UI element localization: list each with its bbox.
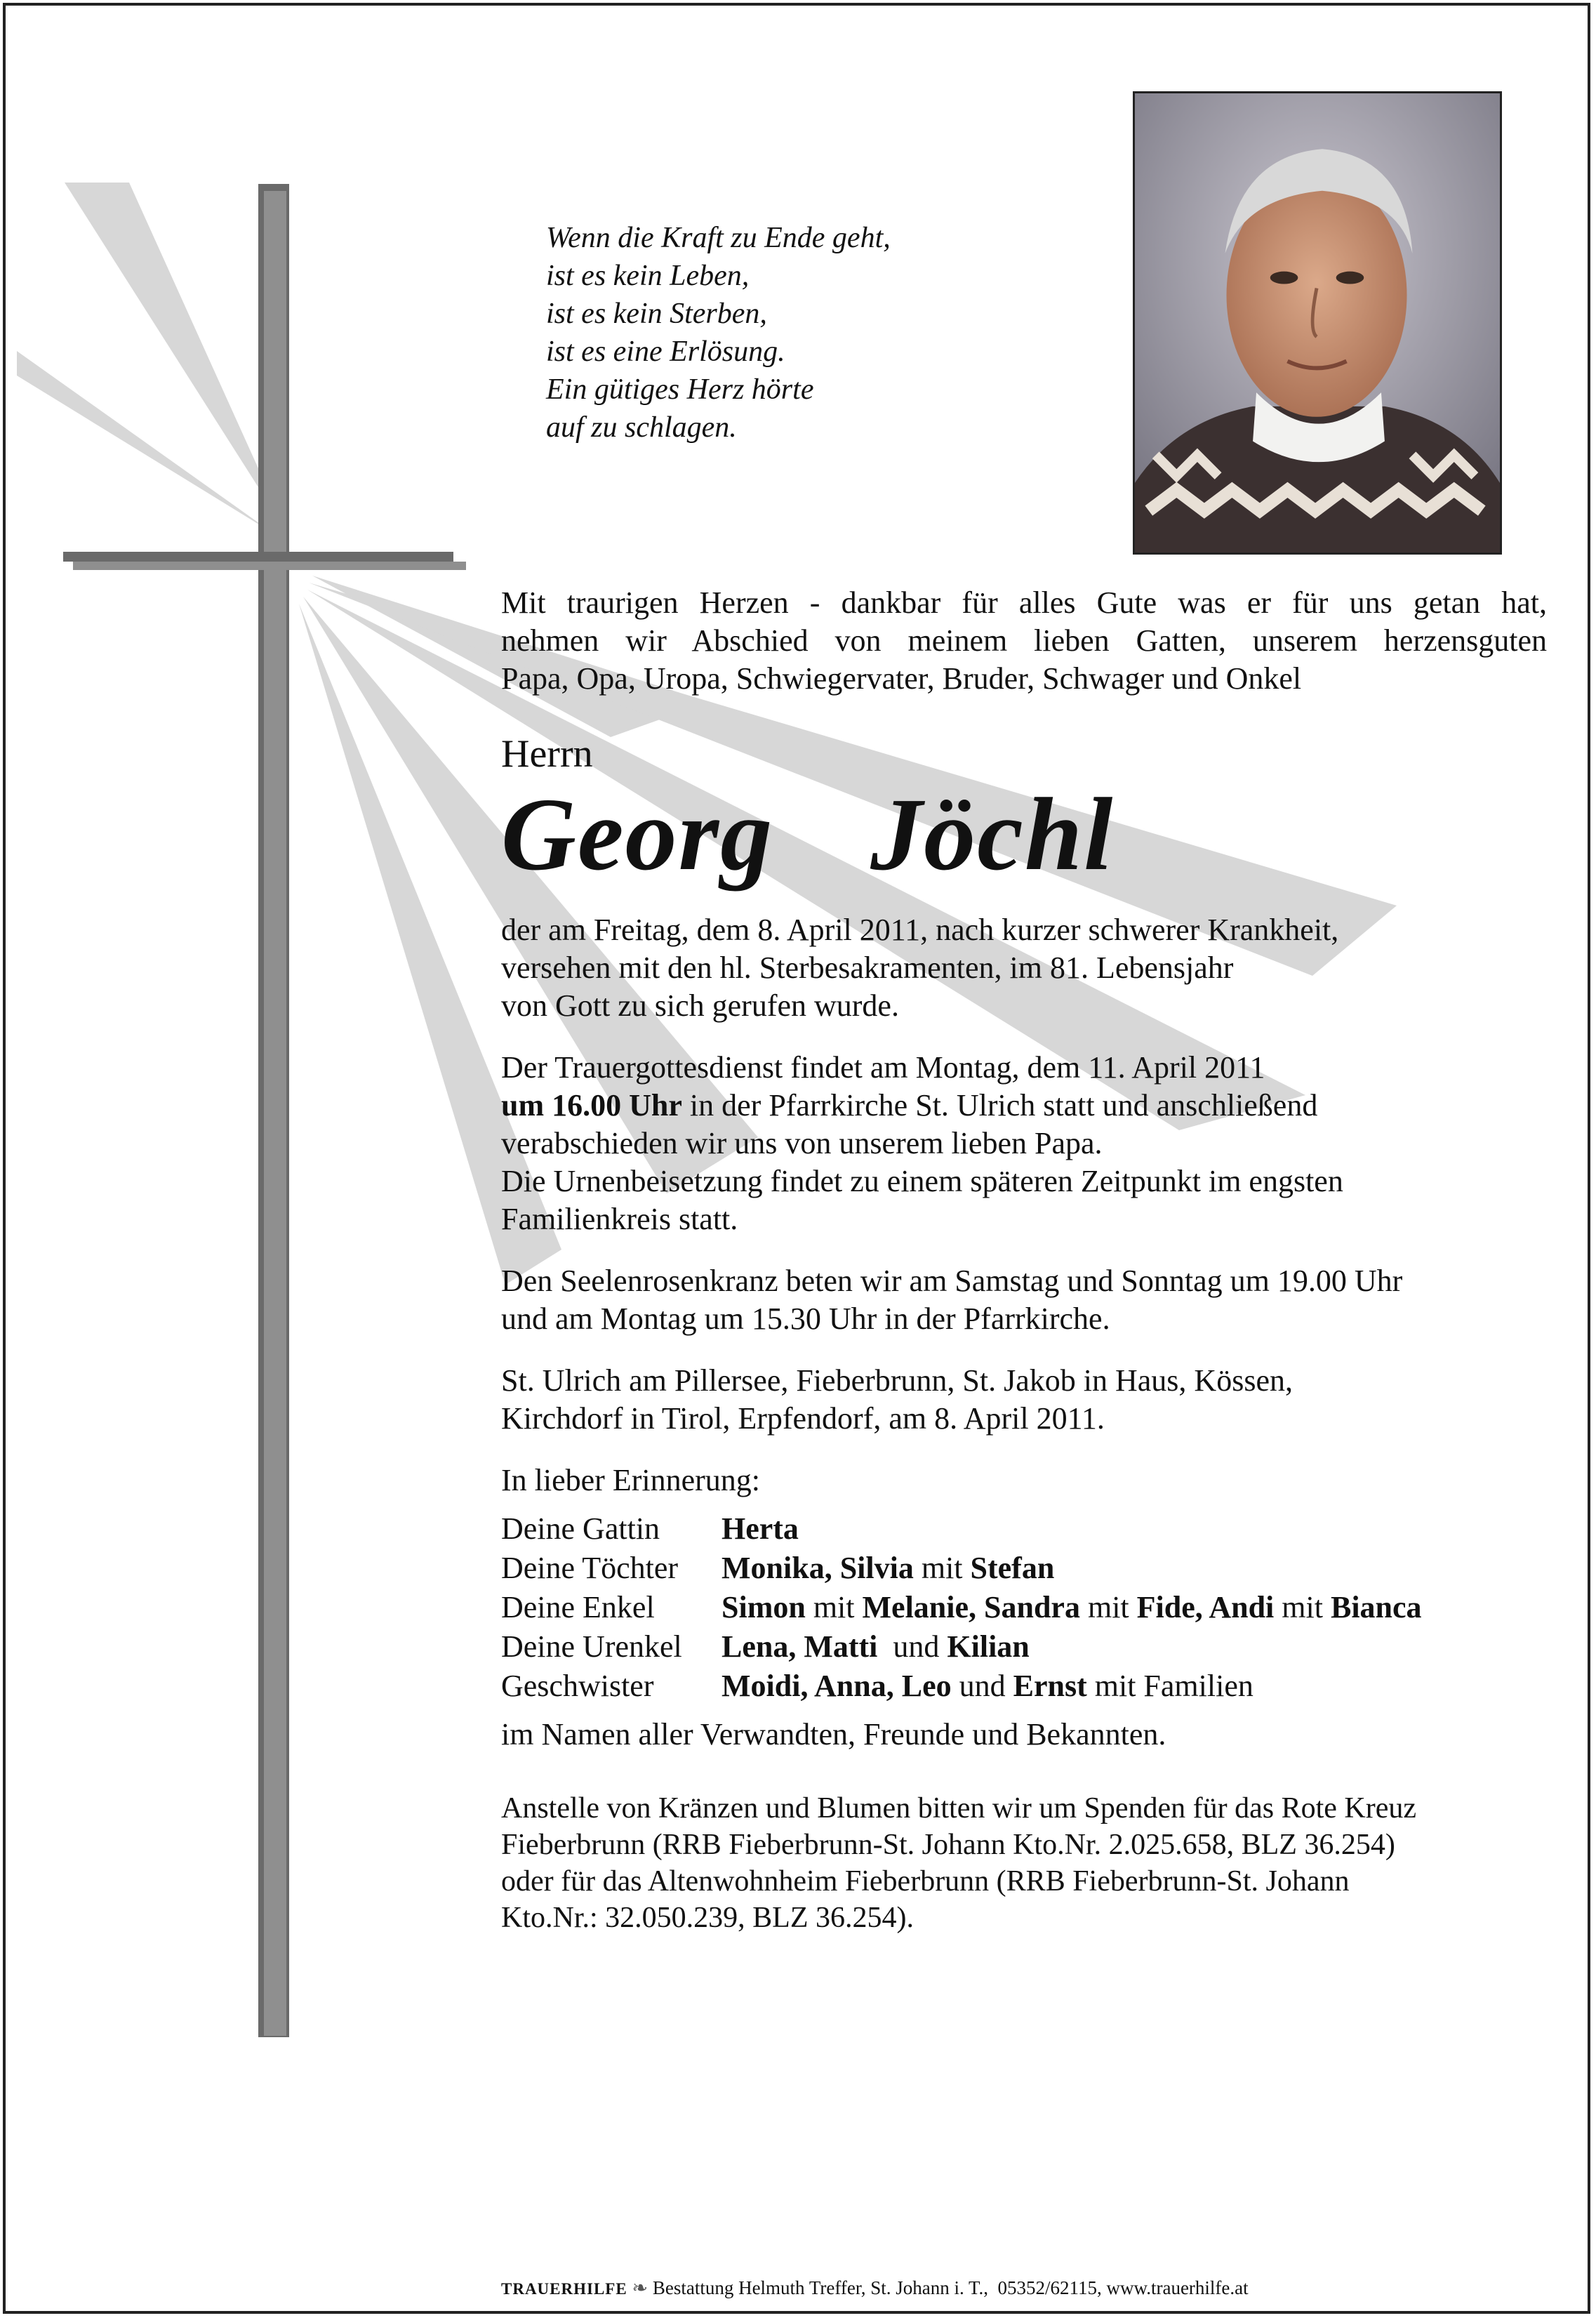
- family-relation: Deine Enkel: [501, 1590, 655, 1624]
- family-members: [721, 1667, 1422, 1706]
- family-row: [501, 1588, 1422, 1627]
- rosary-line: und am Montag um 15.30 Uhr in der Pfarrkirche.: [501, 1302, 1110, 1336]
- rosary-line: Den Seelenrosenkranz beten wir am Samstag und Sonntag um 19.00 Uhr: [501, 1264, 1403, 1298]
- service-line: Die Urnenbeisetzung findet zu einem späteren Zeitpunkt im engsten: [501, 1164, 1343, 1198]
- notice-body: [501, 584, 1547, 1936]
- service-line: um 16.00 Uhr in der Pfarrkirche St. Ulrich statt und anschließend: [501, 1088, 1318, 1122]
- service-line: Der Trauergottesdienst findet am Montag, dem 11. April 2011: [501, 1050, 1265, 1085]
- quote-line: Ein gütiges Herz hörte: [546, 373, 814, 406]
- quote-line: ist es kein Leben,: [546, 260, 750, 292]
- salutation: Herrn: [501, 732, 593, 776]
- death-notice-line: versehen mit den hl. Sterbesakramenten, im 81. Lebensjahr: [501, 951, 1234, 985]
- quote-line: Wenn die Kraft zu Ende geht,: [546, 222, 891, 254]
- family-member-name: Herta: [721, 1511, 799, 1546]
- portrait-photo: [1133, 91, 1502, 555]
- donation-line: Kto.Nr.: 32.050.239, BLZ 36.254).: [501, 1902, 914, 1934]
- family-member-name: Simon: [721, 1590, 806, 1624]
- family-members: [721, 1549, 1422, 1588]
- places-line: Kirchdorf in Tirol, Erpfendorf, am 8. April 2011.: [501, 1401, 1105, 1436]
- family-members: [721, 1627, 1422, 1667]
- family-member-name: Monika, Silvia: [721, 1551, 914, 1585]
- family-connector: mit: [1079, 1590, 1137, 1624]
- family-row: [501, 1667, 1422, 1706]
- family-connector: und: [877, 1629, 947, 1664]
- family-connector: und: [951, 1669, 1013, 1703]
- closing-line: im Namen aller Verwandten, Freunde und Bekannten.: [501, 1717, 1166, 1751]
- family-member-name: Fide, Andi: [1136, 1590, 1275, 1624]
- family-connector: mit Familien: [1086, 1669, 1253, 1703]
- funeral-home-brand: TRAUERHILFE: [501, 2280, 627, 2298]
- family-connector: mit: [1274, 1590, 1331, 1624]
- family-relation: Geschwister: [501, 1669, 654, 1703]
- family-member-name: Ernst: [1013, 1669, 1087, 1703]
- family-connector: mit: [913, 1551, 971, 1585]
- cross-icon: [63, 184, 466, 2037]
- family-members: [721, 1509, 1422, 1549]
- intro-line: nehmen wir Abschied von meinem lieben Gatten, unserem herzensguten: [501, 623, 1547, 658]
- family-member-name: Melanie, Sandra: [862, 1590, 1080, 1624]
- family-row: [501, 1509, 1422, 1549]
- family-member-name: Stefan: [970, 1551, 1055, 1585]
- footer-text: Bestattung Helmuth Treffer, St. Johann i. T., 05352/62115, www.trauerhilfe.at: [648, 2277, 1249, 2298]
- family-connector: mit: [805, 1590, 863, 1624]
- quote-line: ist es eine Erlösung.: [546, 336, 785, 368]
- family-member-name: Lena, Matti: [721, 1629, 878, 1664]
- family-members: [721, 1588, 1422, 1627]
- footer: [501, 2277, 1554, 2300]
- death-notice-line: der am Freitag, dem 8. April 2011, nach kurzer schwerer Krankheit,: [501, 913, 1339, 947]
- intro-line: Papa, Opa, Uropa, Schwiegervater, Bruder, Schwager und Onkel: [501, 661, 1302, 696]
- family-row: [501, 1627, 1422, 1667]
- family-member-name: Bianca: [1330, 1590, 1422, 1624]
- service-line: Familienkreis statt.: [501, 1202, 738, 1236]
- family-row: [501, 1549, 1422, 1588]
- family-relation: Deine Gattin: [501, 1511, 660, 1546]
- service-time: um 16.00 Uhr: [501, 1088, 682, 1122]
- places-line: St. Ulrich am Pillersee, Fieberbrunn, St. Jakob in Haus, Kössen,: [501, 1363, 1293, 1398]
- family-member-name: Moidi, Anna, Leo: [721, 1669, 952, 1703]
- intro-line: Mit traurigen Herzen - dankbar für alles Gute was er für uns getan hat,: [501, 585, 1547, 620]
- deceased-name: Georg Jöchl: [501, 777, 1115, 892]
- family-relation: Deine Urenkel: [501, 1629, 682, 1664]
- family-relation: Deine Töchter: [501, 1551, 679, 1585]
- quote-line: auf zu schlagen.: [546, 411, 737, 444]
- family-member-name: Kilian: [947, 1629, 1030, 1664]
- quote-line: ist es kein Sterben,: [546, 298, 767, 330]
- death-notice-line: von Gott zu sich gerufen wurde.: [501, 988, 899, 1023]
- remembrance-heading: In lieber Erinnerung:: [501, 1463, 760, 1497]
- family-table: [501, 1509, 1422, 1706]
- donation-line: Anstelle von Kränzen und Blumen bitten wir um Spenden für das Rote Kreuz: [501, 1792, 1417, 1824]
- memorial-quote: [546, 219, 995, 446]
- donation-line: Fieberbrunn (RRB Fieberbrunn-St. Johann Kto.Nr. 2.025.658, BLZ 36.254): [501, 1829, 1395, 1861]
- leaf-icon: ❧: [632, 2277, 649, 2298]
- donation-line: oder für das Altenwohnheim Fieberbrunn (RRB Fieberbrunn-St. Johann: [501, 1865, 1350, 1898]
- service-line: verabschieden wir uns von unserem lieben Papa.: [501, 1126, 1103, 1160]
